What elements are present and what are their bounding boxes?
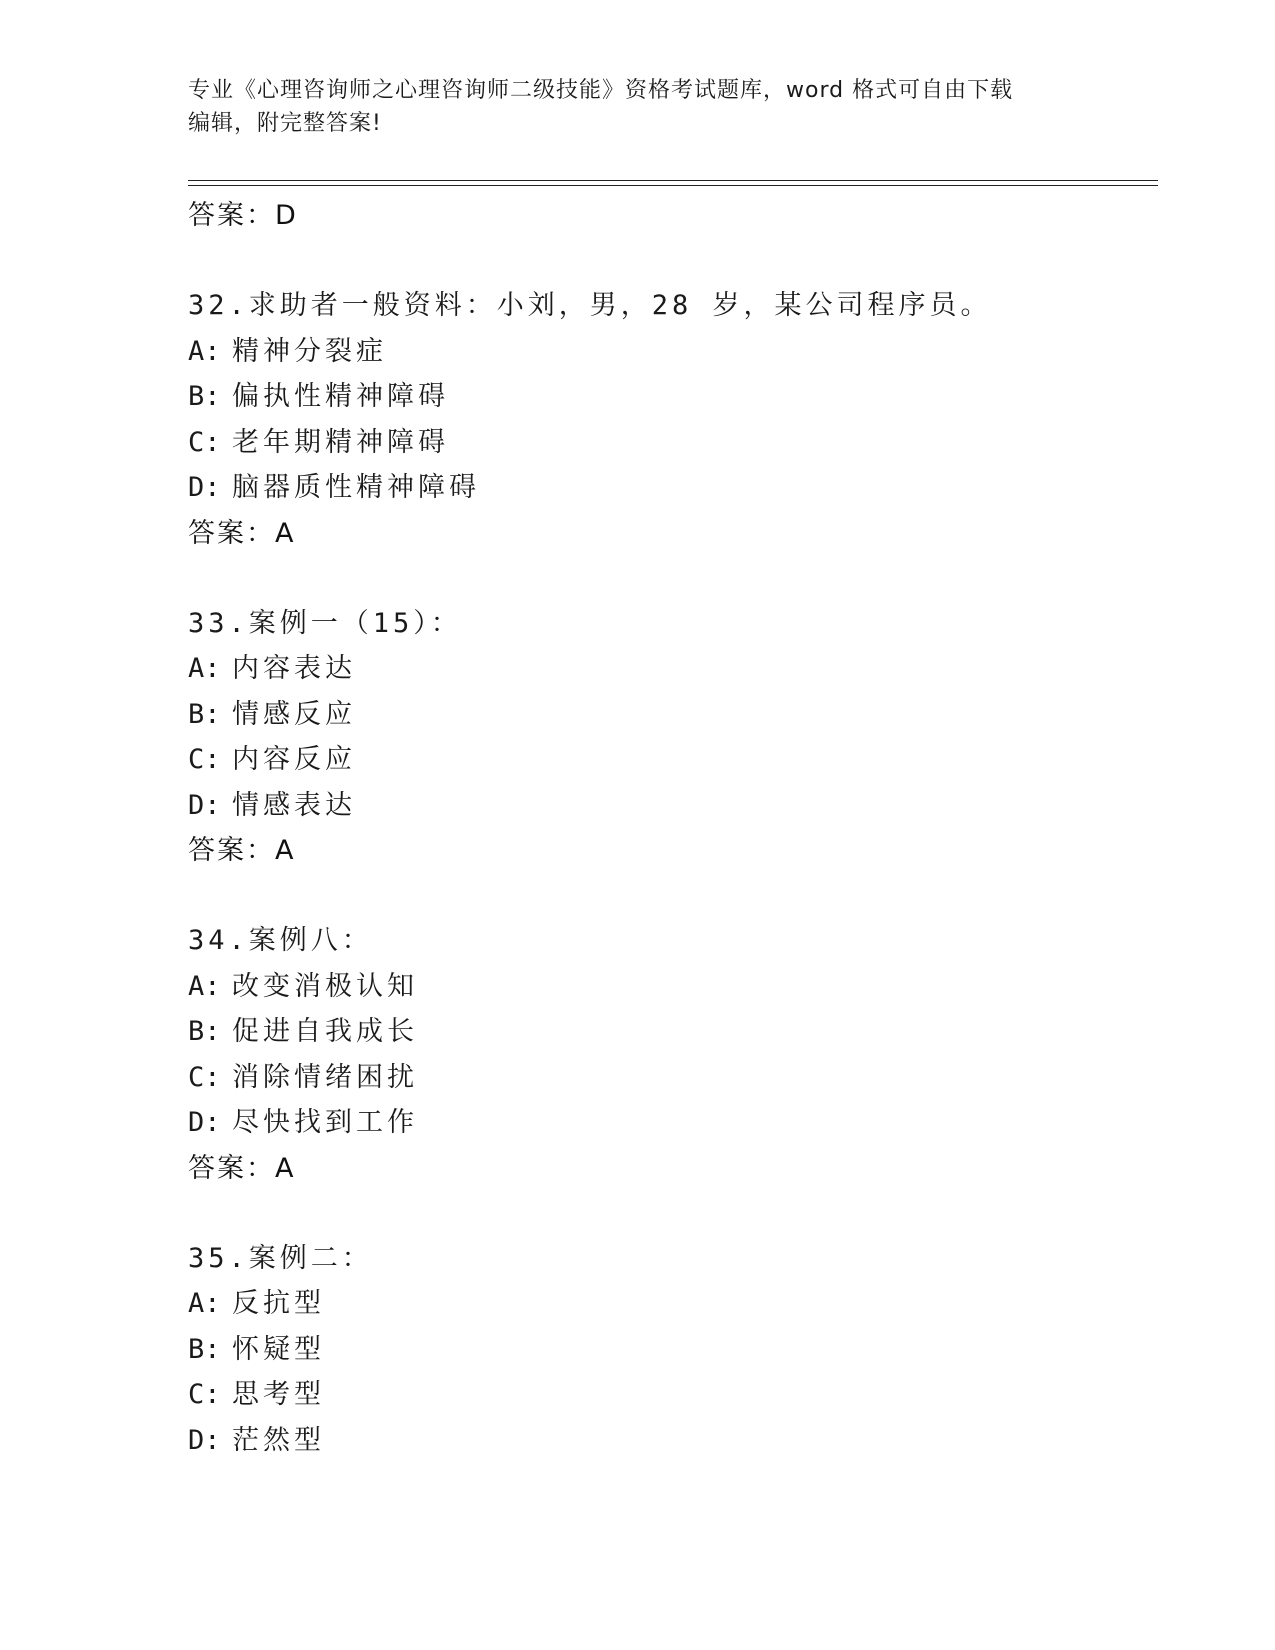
question-block [188, 283, 1148, 557]
answer-line [188, 193, 1148, 239]
option-text: 脑器质性精神障碍 [232, 472, 480, 503]
option-letter: C : [188, 1372, 232, 1418]
option-text: 老年期精神障碍 [232, 426, 449, 458]
option-letter: C : [188, 420, 232, 466]
answer-value: A [275, 835, 294, 866]
option-c [188, 1055, 1148, 1101]
option-letter: C : [188, 737, 232, 783]
option-letter: D : [188, 465, 232, 511]
answer-label: 答案： [188, 517, 275, 549]
option-text: 情感表达 [232, 789, 356, 821]
option-a [188, 329, 1148, 375]
option-letter: A : [188, 646, 232, 692]
option-letter: A : [188, 964, 232, 1010]
option-text: 内容表达 [232, 653, 356, 684]
option-text: 怀疑型 [232, 1333, 325, 1365]
option-text: 偏执性精神障碍 [232, 381, 449, 412]
option-c [188, 420, 1148, 466]
option-text: 内容反应 [232, 744, 356, 775]
option-text: 思考型 [232, 1379, 325, 1410]
option-letter: C : [188, 1055, 232, 1101]
question-title: 32.求助者一般资料：小刘，男，28 岁，某公司程序员。 [188, 290, 992, 321]
option-text: 茫然型 [232, 1424, 325, 1456]
option-b [188, 1327, 1148, 1373]
answer-label: 答案： [188, 200, 275, 231]
option-c [188, 737, 1148, 783]
question-title: 35.案例二： [188, 1242, 373, 1274]
option-c [188, 1372, 1148, 1418]
option-letter: A : [188, 1281, 232, 1327]
answer-line [188, 1146, 1148, 1192]
option-d [188, 1418, 1148, 1464]
question-title: 34.案例八： [188, 925, 373, 956]
question-list [188, 193, 1148, 1463]
option-text: 促进自我成长 [232, 1016, 418, 1047]
option-a [188, 964, 1148, 1010]
option-letter: B : [188, 1009, 232, 1055]
answer-value: A [275, 517, 294, 549]
answer-value: A [275, 1152, 294, 1184]
header-divider-bottom [188, 185, 1158, 186]
option-letter: B : [188, 1327, 232, 1373]
option-letter: D : [188, 783, 232, 829]
answer-line [188, 511, 1148, 557]
option-letter: B : [188, 374, 232, 420]
option-d [188, 783, 1148, 829]
option-text: 改变消极认知 [232, 970, 418, 1002]
option-text: 情感反应 [232, 698, 356, 730]
option-a [188, 1281, 1148, 1327]
question-block [188, 1236, 1148, 1464]
option-text: 反抗型 [232, 1288, 325, 1319]
answer-label: 答案： [188, 835, 275, 866]
header-line-2: 编辑，附完整答案! [188, 111, 382, 136]
question-block [188, 918, 1148, 1192]
option-letter: A : [188, 329, 232, 375]
question-block [188, 601, 1148, 875]
option-b [188, 374, 1148, 420]
answer-line [188, 828, 1148, 874]
option-text: 消除情绪困扰 [232, 1061, 418, 1093]
option-letter: B : [188, 692, 232, 738]
header-divider-top [188, 180, 1158, 181]
option-text: 精神分裂症 [232, 335, 387, 367]
document-header [188, 74, 1088, 140]
option-b [188, 1009, 1148, 1055]
question-title: 33.案例一（15）： [188, 607, 462, 639]
option-a [188, 646, 1148, 692]
option-b [188, 692, 1148, 738]
option-letter: D : [188, 1418, 232, 1464]
option-text: 尽快找到工作 [232, 1107, 418, 1138]
option-letter: D : [188, 1100, 232, 1146]
option-d [188, 1100, 1148, 1146]
answer-value: D [275, 200, 296, 231]
header-line-1: 专业《心理咨询师之心理咨询师二级技能》资格考试题库，word 格式可自由下载 [188, 78, 1014, 103]
answer-label: 答案： [188, 1152, 275, 1184]
option-d [188, 465, 1148, 511]
